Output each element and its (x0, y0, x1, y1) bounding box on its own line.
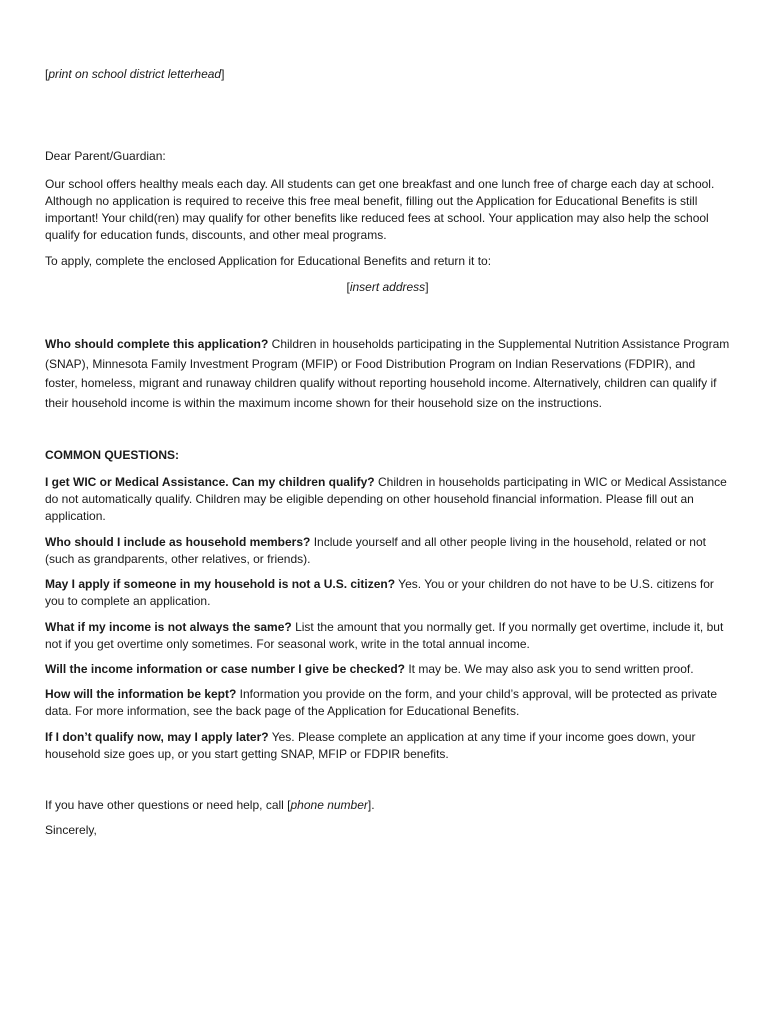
bracket-open: [ (346, 280, 350, 294)
address-text: insert address (349, 280, 426, 294)
question-text: Who should I include as household members? (45, 535, 311, 549)
question-text: May I apply if someone in my household is not a U.S. citizen? (45, 577, 396, 591)
bracket-open: [ (45, 67, 49, 81)
faq-item (45, 534, 730, 568)
answer-text: Children in households participating in the Supplemental Nutrition Assistance Program (SNAP), Minnesota Family Investment Program (MFIP) or Food Distribution Program on Indian Reservations (FDPIR), and foster, homeless, migrant and runaway children qualify without reporting household income. Alternatively, children can qualify if their household income is within the maximum income shown for their household size on the instructions. (45, 337, 730, 410)
answer-text: Yes. You or your children do not have to be U.S. citizens for you to complete an application. (45, 577, 714, 608)
apply-instructions: To apply, complete the enclosed Application for Educational Benefits and return it to: (45, 254, 492, 268)
help-text: If you have other questions or need help, call [ (45, 798, 291, 812)
letterhead-text: print on school district letterhead (48, 67, 222, 81)
faq-item (45, 619, 730, 653)
answer-text: Information you provide on the form, and your child’s approval, will be protected as private data. For more information, see the back page of the Application for Educational Benefits. (45, 687, 718, 718)
answer-text: Children in households participating in WIC or Medical Assistance do not automatically qualify. Children may be eligible depending on other household financial information. Please fill out an application. (45, 475, 727, 523)
question-text: How will the information be kept? (45, 687, 237, 701)
letterhead-placeholder (45, 66, 224, 83)
help-line (45, 797, 375, 814)
answer-text: Yes. Please complete an application at any time if your income goes down, your household size goes up, or you start getting SNAP, MFIP or FDPIR benefits. (45, 730, 696, 761)
intro-paragraph: Our school offers healthy meals each day. All students can get one breakfast and one lunch free of charge each day at school. Although no application is required to receive this free meal benefit, filling out the Application for Educational Benefits is still important! Your child(ren) may qualify for other benefits like reduced fees at school. Your application may also help the school qualify for education funds, discounts, and other meal programs. (45, 177, 715, 242)
faq-item (45, 661, 730, 678)
bracket-close: ] (221, 67, 225, 81)
who-should-complete (45, 335, 730, 413)
answer-text: It may be. We may also ask you to send written proof. (404, 662, 694, 676)
address-placeholder (45, 279, 730, 296)
closing: Sincerely, (45, 823, 97, 837)
answer-text: List the amount that you normally get. If you normally get overtime, include it, but not if you get overtime only sometimes. For seasonal work, write in the total annual income. (45, 620, 724, 651)
question-text: Will the income information or case number I give be checked? (45, 662, 405, 676)
faq-item (45, 474, 730, 525)
answer-text: Include yourself and all other people living in the household, related or not (such as grandparents, other relatives, or friends). (45, 535, 706, 566)
greeting: Dear Parent/Guardian: (45, 149, 166, 163)
faq-item (45, 686, 730, 720)
question-text: If I don’t qualify now, may I apply later? (45, 730, 269, 744)
common-questions-heading: COMMON QUESTIONS: (45, 448, 179, 462)
question-text: What if my income is not always the same? (45, 620, 292, 634)
faq-item (45, 729, 730, 763)
phone-placeholder: phone number (290, 798, 368, 812)
question-text: I get WIC or Medical Assistance. Can my children qualify? (45, 475, 375, 489)
question-text: Who should complete this application? (45, 337, 269, 351)
help-text-end: ]. (367, 798, 375, 812)
bracket-close: ] (425, 280, 429, 294)
faq-item (45, 576, 730, 610)
